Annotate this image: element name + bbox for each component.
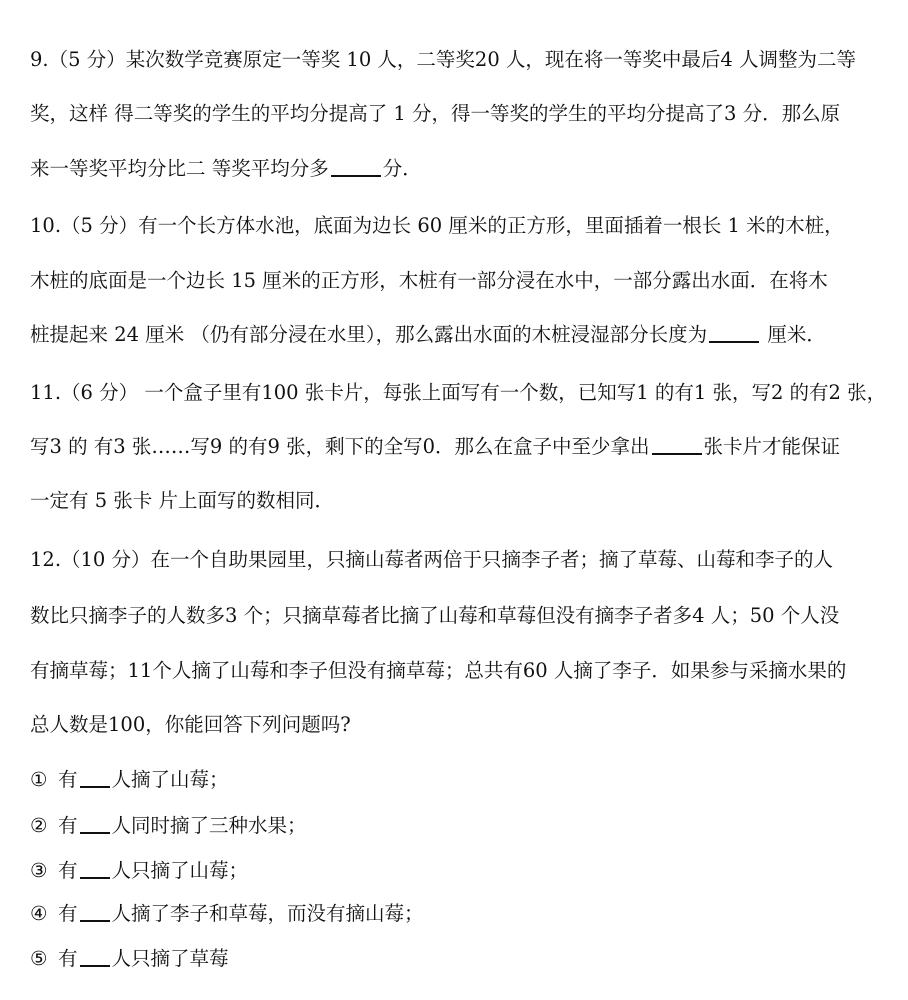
answer-blank-11 xyxy=(652,435,702,455)
problem-10-line-1: 10.（5 分）有一个长方体水池，底面为边长 60 厘米的正方形，里面插着一根长 1 米的木桩， xyxy=(30,214,844,237)
problem-11-line-2 xyxy=(30,432,888,462)
problem-11-text-before-blank: 写3 的 有3 张……写9 的有9 张，剩下的全写0．那么在盒子中至少拿出 xyxy=(30,435,650,458)
answer-blank-10 xyxy=(709,323,759,343)
subquestion-3 xyxy=(30,856,888,886)
problem-11-text-after-blank: 张卡片才能保证 xyxy=(703,435,841,458)
subquestion-5 xyxy=(30,944,888,974)
subquestion-2 xyxy=(30,811,888,841)
answer-blank-12-4 xyxy=(80,902,110,922)
answer-blank-12-2 xyxy=(80,814,110,834)
answer-blank-12-1 xyxy=(80,768,110,788)
subquestion-1-text: 人摘了山莓； xyxy=(111,768,229,791)
problem-10-text-before-blank: 桩提起来 24 厘米 （仍有部分浸在水里），那么露出水面的木桩浸湿部分长度为 xyxy=(30,323,708,346)
problem-9-text-after-blank: 分． xyxy=(382,157,422,180)
problem-12-line-2: 数比只摘李子的人数多3 个；只摘草莓者比摘了山莓和草莓但没有摘李子者多4 人；50 个人没 xyxy=(30,604,840,627)
subquestion-2-prefix: 有 xyxy=(58,814,78,837)
problem-11-line-3: 一定有 5 张卡 片上面写的数相同． xyxy=(30,489,335,512)
answer-blank-12-3 xyxy=(80,859,110,879)
subquestion-5-prefix: 有 xyxy=(58,947,78,970)
problem-9-line-1: 9.（5 分）某次数学竞赛原定一等奖 10 人，二等奖20 人，现在将一等奖中最后4 人调整为二等 xyxy=(30,48,857,71)
problem-9-text-before-blank: 来一等奖平均分比二 等奖平均分多 xyxy=(30,157,329,180)
problem-9-line-3 xyxy=(30,154,888,184)
subquestion-3-text: 人只摘了山莓； xyxy=(111,859,249,882)
subquestion-1 xyxy=(30,765,888,795)
subquestion-1-prefix: 有 xyxy=(58,768,78,791)
circled-number-1: ① xyxy=(30,768,48,791)
problem-10-text-after-blank: 厘米． xyxy=(761,323,826,346)
answer-blank-12-5 xyxy=(80,947,110,967)
problem-9-line-2: 奖，这样 得二等奖的学生的平均分提高了 1 分，得一等奖的学生的平均分提高了3 分．那么原 xyxy=(30,102,841,125)
problem-11-line-1: 11.（6 分） 一个盒子里有100 张卡片，每张上面写有一个数，已知写1 的有1 张，写2 的有2 张， xyxy=(30,381,887,404)
circled-number-5: ⑤ xyxy=(30,947,48,970)
problem-12-line-4: 总人数是100，你能回答下列问题吗? xyxy=(30,713,351,736)
circled-number-3: ③ xyxy=(30,859,48,882)
problem-12-line-3: 有摘草莓；11个人摘了山莓和李子但没有摘草莓；总共有60 人摘了李子．如果参与采摘水果的 xyxy=(30,659,847,682)
answer-blank-9 xyxy=(331,157,381,177)
subquestion-3-prefix: 有 xyxy=(58,859,78,882)
circled-number-4: ④ xyxy=(30,902,48,925)
subquestion-5-text: 人只摘了草莓 xyxy=(111,947,229,970)
subquestion-2-text: 人同时摘了三种水果； xyxy=(111,814,307,837)
problem-10-line-3 xyxy=(30,320,888,350)
circled-number-2: ② xyxy=(30,814,48,837)
subquestion-4 xyxy=(30,899,888,929)
problem-12-line-1: 12.（10 分）在一个自助果园里，只摘山莓者两倍于只摘李子者；摘了草莓、山莓和李子的人 xyxy=(30,548,834,571)
problem-10-line-2: 木桩的底面是一个边长 15 厘米的正方形，木桩有一部分浸在水中，一部分露出水面．在将木 xyxy=(30,269,828,292)
subquestion-4-text: 人摘了李子和草莓，而没有摘山莓； xyxy=(111,902,424,925)
subquestion-4-prefix: 有 xyxy=(58,902,78,925)
